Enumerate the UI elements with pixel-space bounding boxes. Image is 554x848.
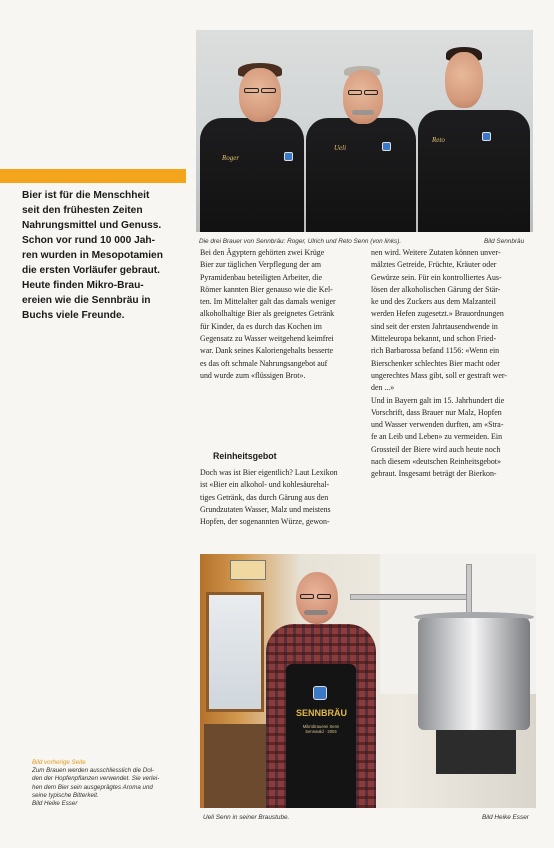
- text-line: den ...»: [371, 383, 395, 393]
- brewer-reto: [196, 30, 533, 232]
- brewers-photo: [196, 30, 533, 232]
- text-line: Grossteil der Biere wird auch heute noch: [371, 444, 501, 454]
- stitched-name-roger: Roger: [222, 154, 240, 162]
- text-line: Vorschrift, dass Brauer nur Malz, Hopfen: [371, 407, 502, 417]
- text-line: war. Dank seines Kaloriengehalts besserte: [200, 346, 333, 356]
- text-line: Römer kannten Bier genauso wie die Kel-: [200, 284, 333, 294]
- braustube-photo: [200, 554, 536, 808]
- text-line: fe an Leib und Leben» zu vermeiden. Ein: [371, 432, 503, 442]
- text-line: alkoholhaltige Bier als geeignetes Getränk: [200, 309, 335, 319]
- text-line: Bier zur täglichen Verpflegung der am: [200, 260, 322, 270]
- text-line: Grundzutaten Wasser, Malz und meistens: [200, 504, 331, 514]
- glasses: [300, 594, 314, 599]
- body-column-1-bottom: [200, 467, 366, 528]
- text-line: für Kinder, da es durch das Kochen im: [200, 321, 322, 331]
- burner: [436, 730, 516, 774]
- lead-line: Nahrungsmittel und Genuss.: [22, 220, 162, 231]
- top-photo-caption: Die drei Brauer von Sennbräu: Roger, Ulrich und Reto Senn (von links).: [199, 238, 402, 245]
- brew-kettle: [418, 618, 530, 730]
- lead-line: ereien wie die Sennbräu in: [22, 295, 151, 306]
- text-line: gebraut. Insgesamt beträgt der Bierkon-: [371, 469, 497, 479]
- text-line: lösen der alkoholischen Gärung der Stär-: [371, 284, 501, 294]
- caption-line: seine typische Bitterkeit.: [32, 791, 99, 799]
- apron-logo: SENNBRÄU: [296, 708, 348, 718]
- section-heading: Reinheitsgebot: [213, 451, 277, 461]
- text-line: Und in Bayern galt im 15. Jahrhundert die: [371, 395, 505, 405]
- lead-line: Bier ist für die Menschheit: [22, 190, 150, 201]
- lead-line: Heute finden Mikro-Brau-: [22, 280, 144, 291]
- wall-sign: [230, 560, 266, 580]
- caption-line: den der Hopfenpflanzen verwendet. Sie verlei-: [32, 775, 160, 783]
- sennbraeu-emblem-icon: [482, 132, 491, 141]
- moustache: [304, 610, 328, 615]
- previous-page-caption: [32, 759, 192, 808]
- text-line: rich Barbarossa befand 1156: «Wenn ein: [371, 346, 500, 356]
- bottom-photo-credit: Bild Heike Esser: [482, 814, 529, 821]
- bottom-photo-caption: Ueli Senn in seiner Braustube.: [203, 814, 290, 821]
- text-line: sind seit der ersten Jahrtausendwende in: [371, 321, 498, 331]
- text-line: Hopfen, der sogenannten Würze, gewon-: [200, 517, 330, 527]
- text-line: und Wasser verwenden durften, am «Stra-: [371, 420, 504, 430]
- text-line: Gewürze sein. Für ein kontrolliertes Aus-: [371, 272, 502, 282]
- text-line: mälztes Getreide, Früchte, Kräuter oder: [371, 260, 497, 270]
- previous-page-caption-credit: Bild Heike Esser: [32, 800, 78, 808]
- text-line: ten. Im Mittelalter galt das damals weniger: [200, 297, 336, 307]
- text-line: nen wird. Weitere Zutaten können unver-: [371, 248, 501, 257]
- glasses: [317, 594, 331, 599]
- text-line: werden Hefen zugesetzt.» Brauordnungen: [371, 309, 504, 319]
- stitched-name-ueli: Ueli: [334, 144, 347, 152]
- pipe: [350, 594, 470, 600]
- accent-bar: [0, 169, 186, 183]
- text-line: ke und des Zuckers aus dem Malzanteil: [371, 297, 496, 307]
- body-column-1-top: [200, 247, 366, 382]
- text-line: Pyramidenbau beteiligten Arbeiter, die: [200, 272, 322, 282]
- apron-subtext: Mikrobrauerei Senn Sennwald · 2004: [302, 724, 340, 734]
- lead-line: Schon vor rund 10 000 Jah-: [22, 235, 156, 246]
- top-photo-credit: Bild Sennbräu: [484, 238, 525, 245]
- lead-paragraph: [22, 188, 187, 323]
- text-line: tiges Getränk, das durch Gärung aus den: [200, 492, 329, 502]
- text-line: es das oft schmale Nahrungsangebot auf: [200, 358, 328, 368]
- lead-line: ren wurden in Mesopotamien: [22, 250, 163, 261]
- text-line: Mitteleuropa bekannt, und schon Fried-: [371, 334, 497, 344]
- lead-line: die ersten Vorläufer gebraut.: [22, 265, 160, 276]
- stitched-name-reto: Reto: [432, 136, 445, 144]
- text-line: Bierschenker schlechtes Bier macht oder: [371, 358, 500, 368]
- caption-line: hen dem Bier sein ausgeprägtes Aroma und: [32, 783, 153, 791]
- text-line: Doch was ist Bier eigentlich? Laut Lexikon: [200, 468, 338, 477]
- window: [206, 592, 264, 712]
- caption-line: Zum Brauen werden ausschliesslich die Dol-: [32, 767, 155, 775]
- text-line: nach diesem «deutschen Reinheitsgebot»: [371, 457, 501, 467]
- text-line: und wurde zum «flüssigen Brot».: [200, 370, 306, 380]
- lead-line: seit den frühesten Zeiten: [22, 205, 143, 216]
- text-line: ungerechtes Mass gibt, soll er gestraft wer-: [371, 370, 507, 380]
- text-line: ist «Bier ein alkohol- und kohlesäurehal-: [200, 480, 330, 490]
- sennbraeu-emblem-icon: [313, 686, 327, 700]
- previous-page-caption-title: Bild vorherige Seite: [32, 759, 86, 766]
- text-line: Gegensatz zu Wasser weitgehend keimfrei: [200, 334, 334, 344]
- text-line: Bei den Ägyptern gehörten zwei Krüge: [200, 248, 325, 257]
- body-column-2: [371, 247, 537, 481]
- wooden-shelf: [204, 724, 274, 808]
- lead-line: Buchs viele Freunde.: [22, 310, 125, 321]
